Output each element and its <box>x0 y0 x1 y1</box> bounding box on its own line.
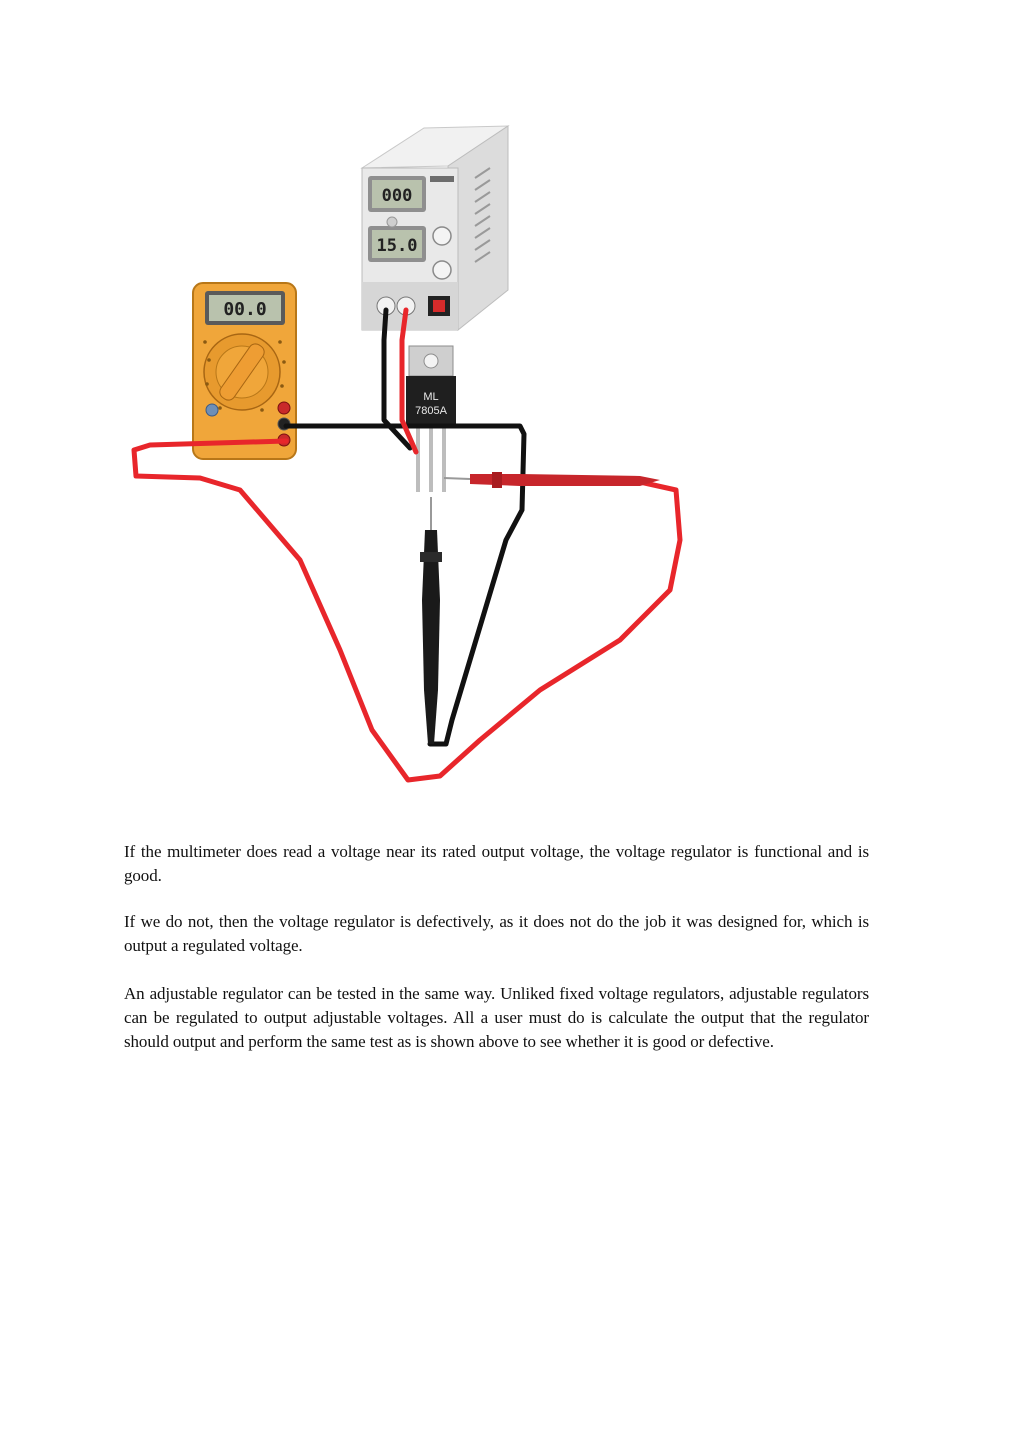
paragraph-defective: If we do not, then the voltage regulator is defectively, as it does not do the job it was designed for, which is output a regulated voltage. <box>124 912 869 955</box>
psu-voltage-knob <box>433 227 451 245</box>
regulator-label-line1: ML <box>423 391 439 403</box>
voltage-regulator-icon <box>406 346 456 492</box>
paragraph-functional: If the multimeter does read a voltage near its rated output voltage, the voltage regulator is functional and is good. <box>124 842 869 885</box>
psu-current-knob <box>433 261 451 279</box>
multimeter-icon <box>193 283 296 459</box>
paragraph-adjustable: An adjustable regulator can be tested in the same way. Unliked fixed voltage regulators, adjustable regulators can be regulated to output adjustable voltages. All a user must do is calculate the output that the regulator should output and perform the same test as is shown above to see whether it is good or defective. <box>124 984 869 1051</box>
black-probe-icon <box>420 497 442 744</box>
multimeter-readout: 00.0 <box>223 299 267 320</box>
psu-voltage-readout: 000 <box>381 186 413 206</box>
black-wires <box>286 310 524 744</box>
regulator-label-line2: 7805A <box>415 405 447 417</box>
power-supply-icon <box>362 126 508 330</box>
red-probe-icon <box>444 472 660 488</box>
psu-current-readout: 15.0 <box>376 236 418 256</box>
